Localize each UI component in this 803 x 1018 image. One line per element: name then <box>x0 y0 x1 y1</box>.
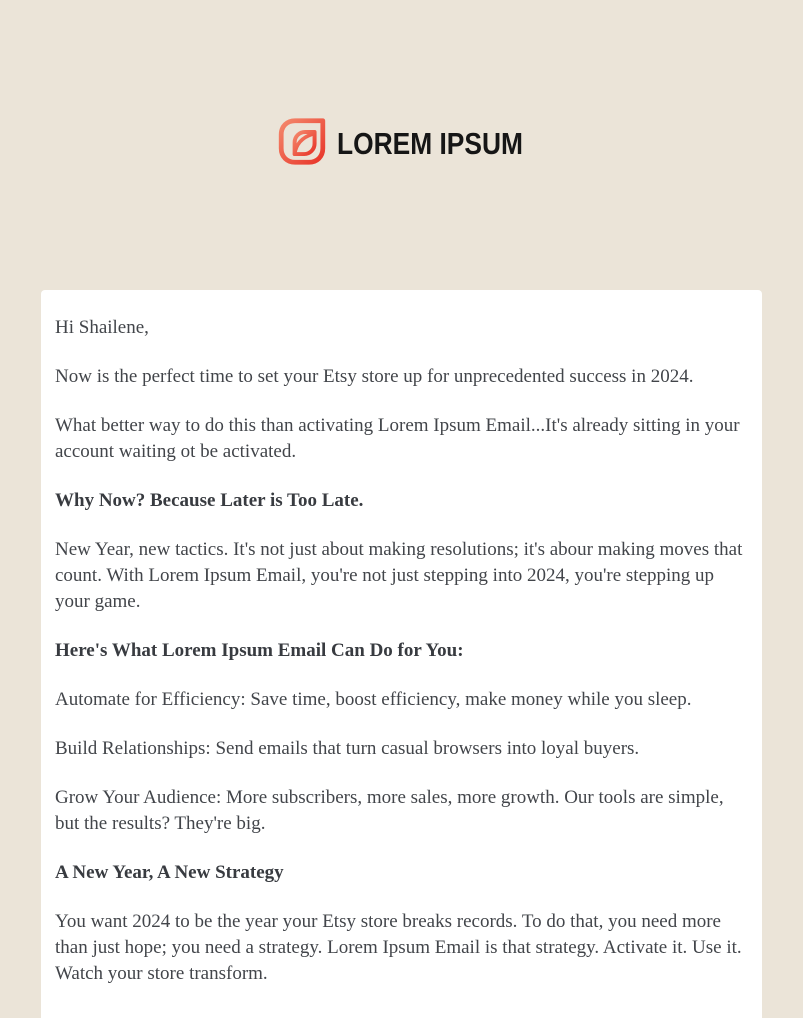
email-heading: A New Year, A New Strategy <box>55 862 284 883</box>
leaf-logo-icon <box>276 114 328 174</box>
email-heading: Here's What Lorem Ipsum Email Can Do for You: <box>55 640 464 661</box>
brand-logo-text: LOREM IPSUM <box>336 125 523 161</box>
email-card <box>41 290 762 1018</box>
brand-logo <box>276 116 528 171</box>
email-paragraph: What better way to do this than activating Lorem Ipsum Email...It's already sitting in your account waiting ot be activated. <box>55 415 740 462</box>
email-paragraph: Grow Your Audience: More subscribers, more sales, more growth. Our tools are simple, but the results? They're big. <box>55 787 724 834</box>
email-heading: Why Now? Because Later is Too Late. <box>55 490 364 511</box>
email-paragraph: Now is the perfect time to set your Etsy store up for unprecedented success in 2024. <box>55 366 694 387</box>
email-paragraph: Automate for Efficiency: Save time, boost efficiency, make money while you sleep. <box>55 689 692 710</box>
email-paragraph: New Year, new tactics. It's not just about making resolutions; it's abour making moves that count. With Lorem Ipsum Email, you're not just stepping into 2024, you're stepping up your game. <box>55 539 743 612</box>
email-greeting: Hi Shailene, <box>55 317 149 338</box>
email-paragraph: Build Relationships: Send emails that turn casual browsers into loyal buyers. <box>55 738 640 759</box>
email-paragraph: You want 2024 to be the year your Etsy store breaks records. To do that, you need more than just hope; you need a strategy. Lorem Ipsum Email is that strategy. Activate it. Use it. Watch your store transform. <box>55 911 742 984</box>
